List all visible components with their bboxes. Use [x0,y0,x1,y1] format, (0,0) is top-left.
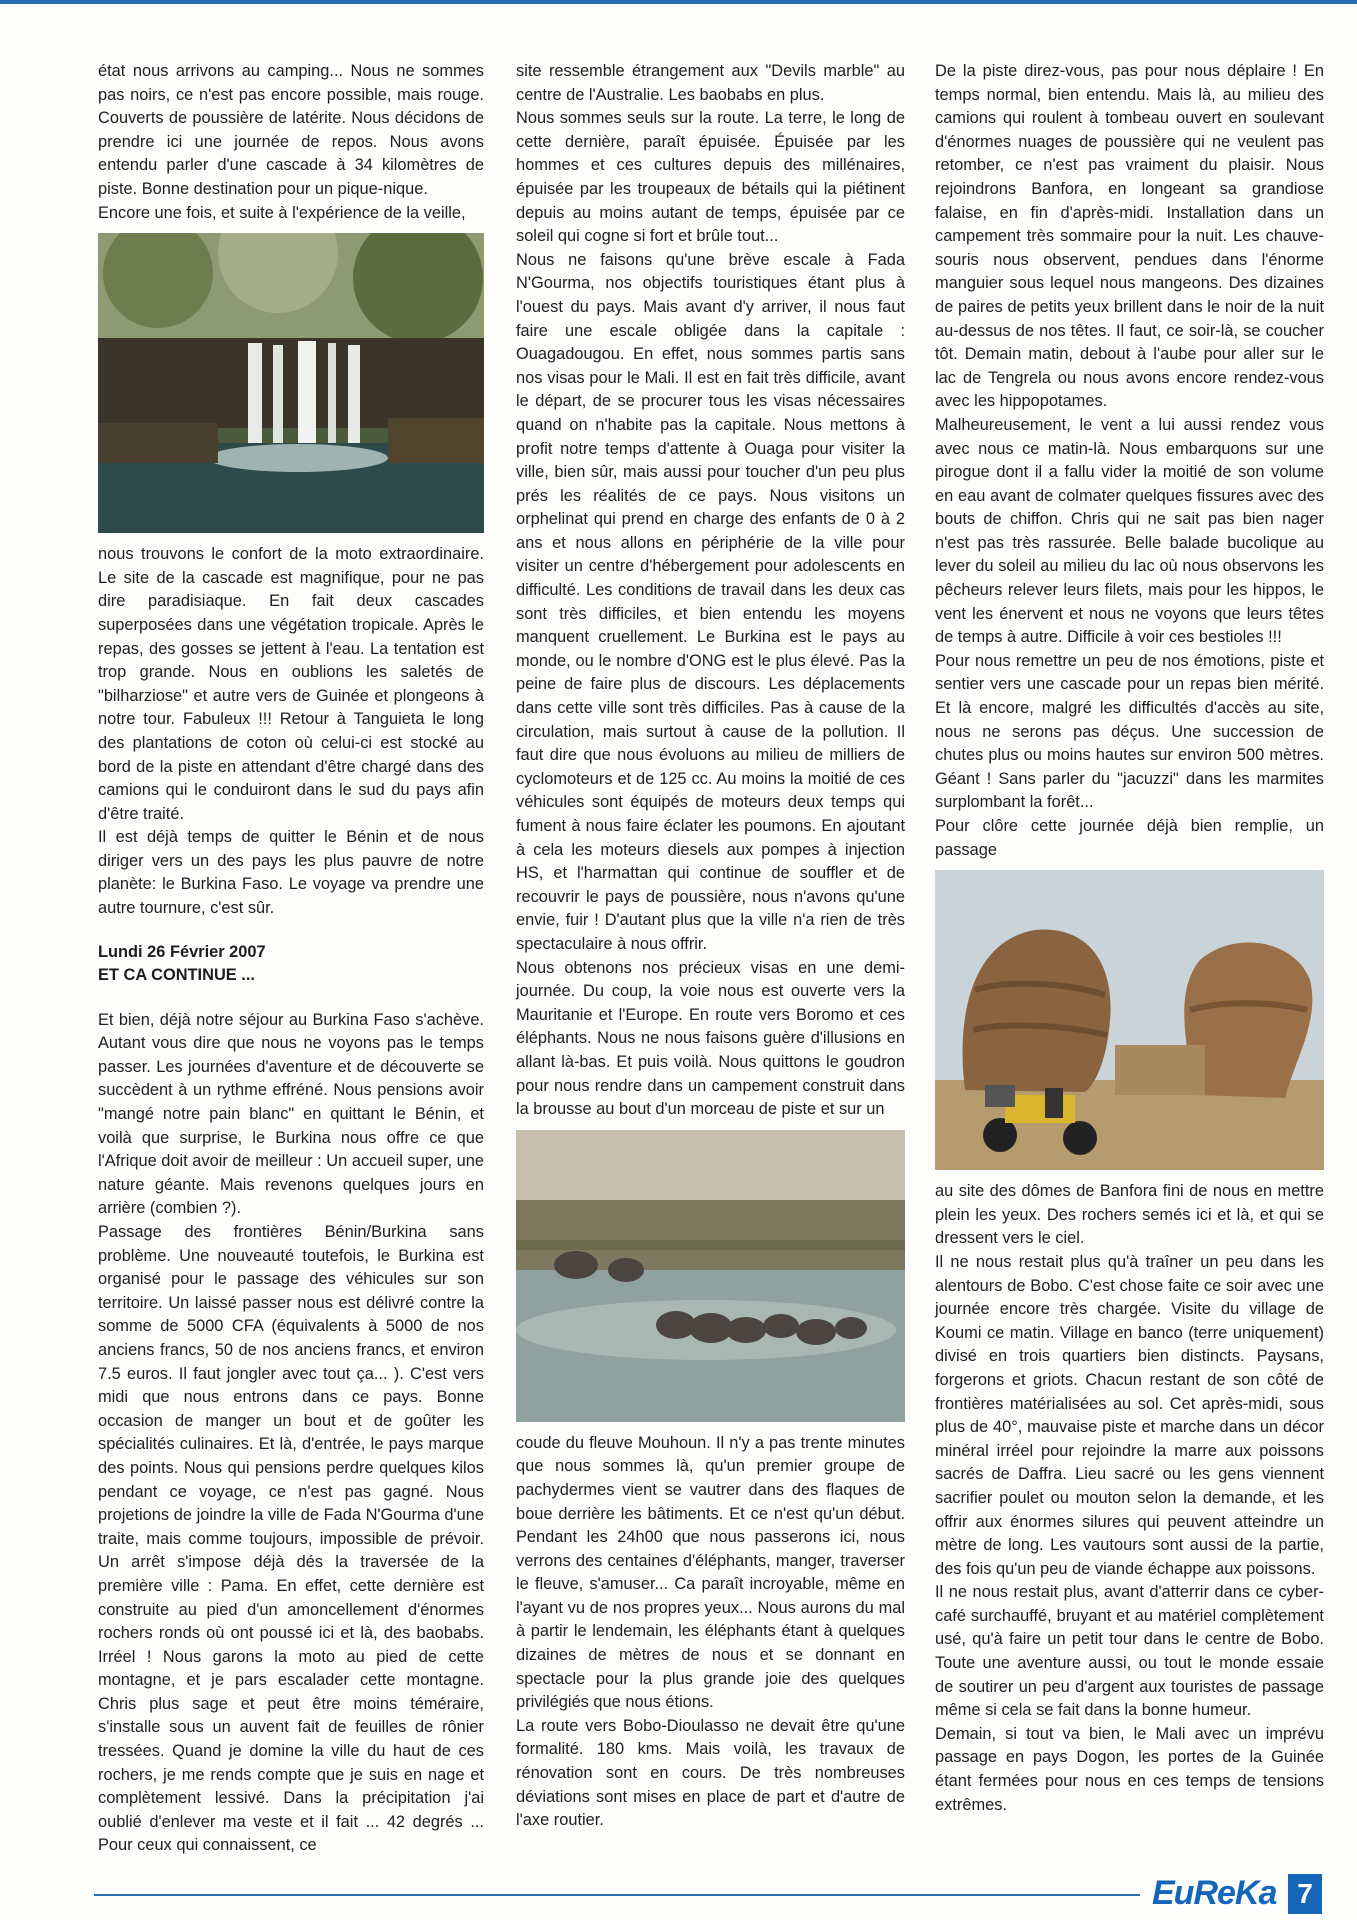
col2-paragraph: coude du fleuve Mouhoun. Il n'y a pas trente minutes que nous sommes là, qu'un premier groupe de pachydermes vient se vautrer dans des flaques de boue derrière les bâtiments. Et ce n'est qu'un début. Pendant les 24h00 que nous passerons ici, nous verrons des centaines d'éléphants, manger, traverser le fleuve, s'amuser... Ca paraît incroyable, même en l'ayant vu de nos propres yeux... Nous aurons du mal à partir le lendemain, les éléphants étant à quelques dizaines de mètres de nous et se donnant en spectacle pour la plus grande joie des quelques privilégiés que nous étions. [516,1433,905,1712]
column-3 [935,60,1324,1817]
waterfall-photo [98,233,484,533]
col1-paragraph: Passage des frontières Bénin/Burkina sans problème. Une nouveauté toutefois, le Burkina est organisé pour le passage des véhicules sur son territoire. Un laissé passer nous est délivré contre la somme de 5000 CFA (équivalents à 5000 de nos anciens francs, 50 de nos anciens francs, et environ 7.5 euros. Il faut jongler avec tout ça... ). C'est vers midi que nous entrons dans ce pays. Bonne occasion de manger un bout et de goûter les spécialités culinaires. Et là, d'entrée, le pays marque des points. Nous qui pensions perdre quelques kilos pendant ce voyage, ce n'est pas gagné. Nous projetions de joindre la ville de Fada N'Gourma d'une traite, mais comme toujours, impossible de prévoir. Un arrêt s'impose déjà dés la traversée de la première ville : Pama. En effet, cette dernière est construite au pied d'un amoncellement d'énormes rochers ronds où ont poussé ici et là, des baobabs. Irréel ! Nous garons la moto au pied de cette montagne, et je pars escalader cette montagne. Chris plus sage et peut être moins téméraire, s'installe sous un auvent fait de feuilles de rônier tressées. Quand je domine la ville du haut de ces rochers, je me rends compte que je suis en nage et complètement lessivé. Dans la précipitation j'ai oublié d'enlever ma veste et il fait ... 42 degrés ... Pour ceux qui connaissent, ce [98,1223,484,1855]
col3-paragraph: Malheureusement, le vent a lui aussi rendez vous avec nous ce matin-là. Nous embarquons sur une pirogue dont il a fallu vider la moitié de son volume en eau avant de colmater quelques fissures avec des bouts de chiffon. Chris qui ne sait pas bien nager n'est pas très rassurée. Belle balade bucolique au lever du soleil au milieu du lac où nous observons les pêcheurs relever leurs filets, mais pour les hippos, le vent les énervent et nous ne voyons que leurs têtes de temps à autre. Difficile à voir ces bestioles !!! [935,415,1324,647]
col1-paragraph: Et bien, déjà notre séjour au Burkina Faso s'achève. Autant vous dire que nous ne voyons pas le temps passer. Les journées d'aventure et de découverte se succèdent à un rythme effréné. Nous pensions avoir "mangé notre pain blanc" en quittant le Bénin, et voilà que surprise, le Burkina nous offre ce que l'Afrique doit avoir de meilleur : Un accueil super, une nature géante. Mais revenons quelques jours en arrière (combien ?). [98,1010,484,1218]
banfora-domes-photo [935,870,1324,1170]
col2-paragraph: Nous sommes seuls sur la route. La terre, le long de cette dernière, paraît épuisée. Épuisée par les hommes et ces cultures depuis des millénaires, épuisée par les troupeaux de bétails qui la piétinent depuis au moins autant de temps, épuisée par ce soleil qui cogne si fort et brûle tout... [516,109,905,246]
col1-paragraph: nous trouvons le confort de la moto extraordinaire. Le site de la cascade est magnifique, pour ne pas dire paradisiaque. En fait deux cascades superposées dans une végétation tropicale. Après le repas, des gosses se jettent à l'eau. La tentation est trop grande. Nous en oublions les saletés de "bilharziose" et autre vers de Guinée et plongeons à notre tour. Fabuleux !!! Retour à Tanguieta le long des plantations de coton où celui-ci est stocké au bord de la piste en attendant d'être chargé dans des camions qui le conduiront dans le sud du pays afin d'être traité. [98,545,484,823]
col3-paragraph: au site des dômes de Banfora fini de nous en mettre plein les yeux. Des rochers semés ici et là, et qui se dressent vers le ciel. [935,1182,1324,1248]
column-2 [516,60,905,1833]
col3-paragraph: De la piste direz-vous, pas pour nous déplaire ! En temps normal, bien entendu. Mais là, au milieu des camions qui roulent à tombeau ouvert en soulevant d'énormes nuages de poussière qui ne veulent pas retomber, ce n'est pas vraiment du plaisir. Nous rejoindrons Banfora, en longeant sa grandiose falaise, en fin d'après-midi. Installation dans un campement très sommaire pour la nuit. Les chauve-souris nous observent, pendues dans l'énorme manguier sous lequel nous mangeons. Des dizaines de paires de petits yeux brillent dans le noir de la nuit au-dessus de nos têtes. Il faut, ce soir-là, se coucher tôt. Demain matin, debout à l'aube pour aller sur le lac de Tengrela ou nous avons encore rendez-vous avec les hippopotames. [935,62,1324,411]
col3-paragraph: Demain, si tout va bien, le Mali avec un imprévu passage en pays Dogon, les portes de la Guinée étant fermées pour nous en ces temps de tensions extrêmes. [935,1724,1324,1814]
col2-paragraph: Nous obtenons nos précieux visas en une demi-journée. Du coup, la voie nous est ouverte vers la Mauritanie et l'Europe. En route vers Boromo et ces éléphants. Nous ne nous faisons guère d'illusions en allant là-bas. Et puis voilà. Nous quittons le goudron pour nous rendre dans un campement construit dans la brousse au bout d'un morceau de piste et sur un [516,958,905,1119]
magazine-logo: EuReKa [1152,1874,1277,1912]
elephants-photo [516,1130,905,1422]
col1-paragraph: état nous arrivons au camping... Nous ne sommes pas noirs, ce n'est pas encore possible, mais rouge. Couverts de poussière de latérite. Nous décidons de prendre ici une journée de repos. Nous avons entendu parler d'une cascade à 34 kilomètres de piste. Bonne destination pour un pique-nique. [98,62,484,198]
col3-paragraph: Pour nous remettre un peu de nos émotions, piste et sentier vers une cascade pour un repas bien mérité. Et là encore, malgré les difficultés d'accès au site, nous ne serons pas déçus. Une succession de chutes plus ou moins hautes sur environ 500 mètres. Géant ! Sans parler du "jacuzzi" dans les marmites surplombant la forêt... [935,651,1324,812]
col2-paragraph: Nous ne faisons qu'une brève escale à Fada N'Gourma, nos objectifs touristiques étant plus à l'ouest du pays. Mais avant d'y arriver, il nous faut faire une escale obligée dans la capitale : Ouagadougou. En effet, nous sommes partis sans nos visas pour le Mali. Il est en fait très difficile, avant le départ, de se procurer tous les visas nécessaires quand on n'habite pas la capitale. Nous mettons à profit notre temps d'attente à Ouaga pour visiter la ville, bien sûr, mais aussi pour toucher d'un peu plus prés les réalités de ce pays. Nous visitons un orphelinat qui prend en charge des enfants de 0 à 2 ans et nous allons en périphérie de la ville pour visiter un centre d'hébergement pour adolescents en difficulté. Les conditions de travail dans les deux cas sont très difficiles, et bien entendu les moyens manquent cruellement. Le Burkina est le pays au monde, ou le nombre d'ONG est le plus élevé. Pas la peine de faire plus de discours. Les déplacements dans cette ville sont très difficiles. Pas à cause de la circulation, mais surtout à cause de la pollution. Il faut dire que nous évoluons au milieu de milliers de cyclomoteurs et de 125 cc. Au moins la moitié de ces véhicules sont équipés de moteurs deux temps qui fument à nous faire éclater les poumons. En ajoutant à cela les moteurs diesels aux pompes à injection HS, et l'harmattan qui continue de souffler et de recouvrir le pays de poussière, nous n'avons qu'une envie, fuir ! D'autant plus que la ville n'a rien de très spectaculaire à nous offrir. [516,250,905,953]
col2-paragraph: site ressemble étrangement aux "Devils marble" au centre de l'Australie. Les baobabs en plus. [516,62,905,104]
col3-paragraph: Pour clôre cette journée déjà bien remplie, un passage [935,817,1324,859]
section-title: ET CA CONTINUE ... [98,965,255,984]
top-accent-line [0,0,1357,4]
col1-paragraph: Encore une fois, et suite à l'expérience de la veille, [98,203,466,222]
footer-rule [94,1894,1140,1896]
column-1 [98,60,484,1858]
col3-paragraph: Il ne nous restait plus qu'à traîner un peu dans les alentours de Bobo. C'est chose faite ce soir avec une journée encore très chargée. Visite du village de Koumi ce matin. Village en banco (terre uniquement) divisé en trois quartiers bien distincts. Paysans, forgerons et griots. Chacun restant de son côté de frontières matérialisées au sol. Cet après-midi, sous plus de 40°, mauvaise piste et marche dans un décor minéral irréel pour rejoindre la marre aux poissons sacrés de Daffra. Lieu sacré ou les gens viennent sacrifier poulet ou mouton selon la demande, et les offrir aux énormes silures qui peuvent atteindre un mètre de long. Les vautours sont aussi de la partie, des fois qu'un peu de viande échappe aux poissons. [935,1252,1324,1578]
section-date: Lundi 26 Février 2007 [98,942,266,961]
col3-paragraph: Il ne nous restait plus, avant d'atterrir dans ce cyber-café surchauffé, bruyant et au matériel complètement usé, qu'à faire un petit tour dans le centre de Bobo. Toute une aventure aussi, ou tout le monde essaie de soutirer un peu d'argent aux touristes de passage même si cela se fait dans la bonne humeur. [935,1583,1324,1720]
page-number: 7 [1288,1874,1322,1914]
col1-paragraph: Il est déjà temps de quitter le Bénin et de nous diriger vers un des pays les plus pauvre de notre planète: le Burkina Faso. Le voyage va prendre une autre tournure, c'est sûr. [98,828,484,918]
col2-paragraph: La route vers Bobo-Dioulasso ne devait être qu'une formalité. 180 kms. Mais voilà, les travaux de rénovation sont en cours. De très nombreuses déviations sont mises en place de part et d'autre de l'axe routier. [516,1716,905,1830]
